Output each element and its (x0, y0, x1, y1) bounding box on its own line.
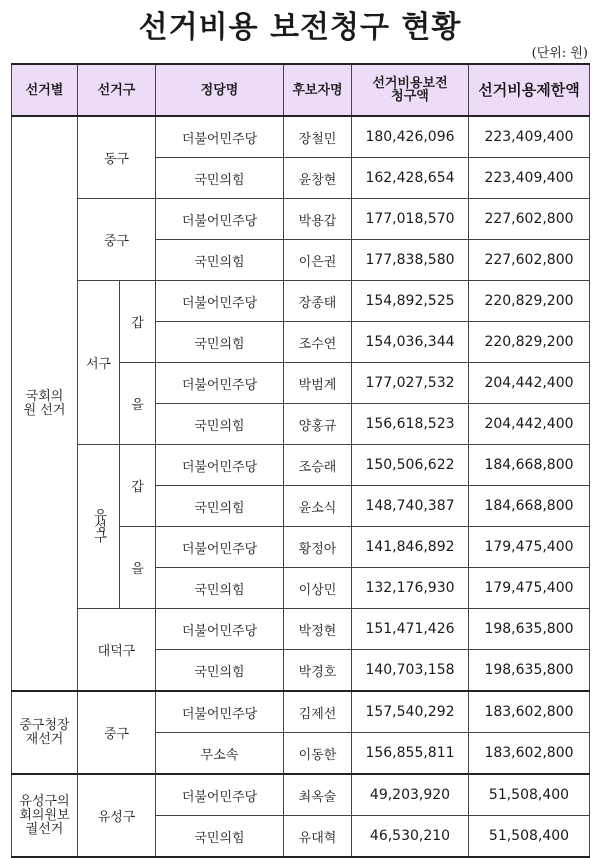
limit-cell: 198,635,800 (469, 609, 590, 650)
limit-cell: 227,602,800 (469, 199, 590, 240)
claim-cell: 151,471,426 (352, 609, 469, 650)
claim-cell: 46,530,210 (352, 816, 469, 858)
party-cell: 국민의힘 (156, 486, 284, 527)
limit-cell: 204,442,400 (469, 363, 590, 404)
party-cell: 국민의힘 (156, 240, 284, 281)
candidate-cell: 이상민 (284, 568, 352, 609)
claim-cell: 154,036,344 (352, 322, 469, 363)
sub-district-eul: 을 (120, 363, 156, 445)
district-yuseong (78, 445, 120, 609)
claim-cell: 157,540,292 (352, 691, 469, 733)
candidate-cell: 김제선 (284, 691, 352, 733)
header-party: 정당명 (156, 64, 284, 116)
claim-cell: 177,027,532 (352, 363, 469, 404)
party-cell: 무소속 (156, 733, 284, 775)
district-daedeok: 대덕구 (78, 609, 156, 692)
party-cell: 국민의힘 (156, 568, 284, 609)
candidate-cell: 유대혁 (284, 816, 352, 858)
claim-cell: 162,428,654 (352, 158, 469, 199)
candidate-cell: 최옥술 (284, 774, 352, 816)
table-row (12, 774, 590, 816)
group-yuseong-council: 유성구의 회의원보 궐선거 (12, 774, 78, 857)
claim-cell: 148,740,387 (352, 486, 469, 527)
district-yuseong-council: 유성구 (78, 774, 156, 857)
claim-cell: 177,018,570 (352, 199, 469, 240)
party-cell: 더불어민주당 (156, 774, 284, 816)
limit-cell: 223,409,400 (469, 116, 590, 158)
claim-cell: 140,703,158 (352, 650, 469, 692)
table-row (12, 691, 590, 733)
header-limit: 선거비용제한액 (469, 64, 590, 116)
candidate-cell: 장종태 (284, 281, 352, 322)
candidate-cell: 박용갑 (284, 199, 352, 240)
header-candidate: 후보자명 (284, 64, 352, 116)
candidate-cell: 윤소식 (284, 486, 352, 527)
party-cell: 국민의힘 (156, 322, 284, 363)
claim-cell: 49,203,920 (352, 774, 469, 816)
claim-cell: 180,426,096 (352, 116, 469, 158)
limit-cell: 179,475,400 (469, 527, 590, 568)
party-cell: 국민의힘 (156, 404, 284, 445)
party-cell: 국민의힘 (156, 650, 284, 692)
table-row (12, 281, 590, 322)
party-cell: 더불어민주당 (156, 116, 284, 158)
claim-cell: 150,506,622 (352, 445, 469, 486)
group-junggu-mayor: 중구청장 재선거 (12, 691, 78, 774)
candidate-cell: 이동한 (284, 733, 352, 775)
candidate-cell: 양홍규 (284, 404, 352, 445)
limit-cell: 220,829,200 (469, 322, 590, 363)
district-junggu-mayor: 중구 (78, 691, 156, 774)
party-cell: 더불어민주당 (156, 363, 284, 404)
table-row (12, 199, 590, 240)
claim-cell: 177,838,580 (352, 240, 469, 281)
party-cell: 더불어민주당 (156, 281, 284, 322)
district-yuseong-label: 유성구 (91, 508, 106, 541)
limit-cell: 183,602,800 (469, 733, 590, 775)
candidate-cell: 박정현 (284, 609, 352, 650)
candidate-cell: 조승래 (284, 445, 352, 486)
limit-cell: 204,442,400 (469, 404, 590, 445)
table-row (12, 445, 590, 486)
limit-cell: 184,668,800 (469, 445, 590, 486)
unit-label: (단위: 원) (531, 46, 588, 61)
district-seogu: 서구 (78, 281, 120, 445)
claim-cell: 132,176,930 (352, 568, 469, 609)
header-district: 선거구 (78, 64, 156, 116)
candidate-cell: 장철민 (284, 116, 352, 158)
sub-district-gap: 갑 (120, 281, 156, 363)
claim-cell: 154,892,525 (352, 281, 469, 322)
limit-cell: 179,475,400 (469, 568, 590, 609)
party-cell: 국민의힘 (156, 158, 284, 199)
table-row (12, 116, 590, 158)
candidate-cell: 박경호 (284, 650, 352, 692)
district-junggu: 중구 (78, 199, 156, 281)
header-row (12, 64, 590, 116)
limit-cell: 51,508,400 (469, 774, 590, 816)
limit-cell: 183,602,800 (469, 691, 590, 733)
claim-cell: 141,846,892 (352, 527, 469, 568)
district-donggu: 동구 (78, 116, 156, 199)
sub-district-gap: 갑 (120, 445, 156, 527)
party-cell: 더불어민주당 (156, 527, 284, 568)
claim-cell: 156,618,523 (352, 404, 469, 445)
party-cell: 국민의힘 (156, 816, 284, 858)
candidate-cell: 조수연 (284, 322, 352, 363)
sub-district-eul: 을 (120, 527, 156, 609)
party-cell: 더불어민주당 (156, 691, 284, 733)
limit-cell: 223,409,400 (469, 158, 590, 199)
candidate-cell: 윤창현 (284, 158, 352, 199)
candidate-cell: 박범계 (284, 363, 352, 404)
candidate-cell: 이은권 (284, 240, 352, 281)
limit-cell: 198,635,800 (469, 650, 590, 692)
table-row (12, 609, 590, 650)
page-title: 선거비용 보전청구 현황 (138, 10, 462, 45)
claim-cell: 156,855,811 (352, 733, 469, 775)
limit-cell: 227,602,800 (469, 240, 590, 281)
limit-cell: 51,508,400 (469, 816, 590, 858)
header-claim: 선거비용보전 청구액 (352, 64, 469, 116)
candidate-cell: 황정아 (284, 527, 352, 568)
party-cell: 더불어민주당 (156, 609, 284, 650)
header-type: 선거별 (12, 64, 78, 116)
limit-cell: 184,668,800 (469, 486, 590, 527)
group-national: 국회의원 선거 (12, 116, 78, 691)
limit-cell: 220,829,200 (469, 281, 590, 322)
party-cell: 더불어민주당 (156, 199, 284, 240)
expense-table (11, 63, 590, 858)
party-cell: 더불어민주당 (156, 445, 284, 486)
